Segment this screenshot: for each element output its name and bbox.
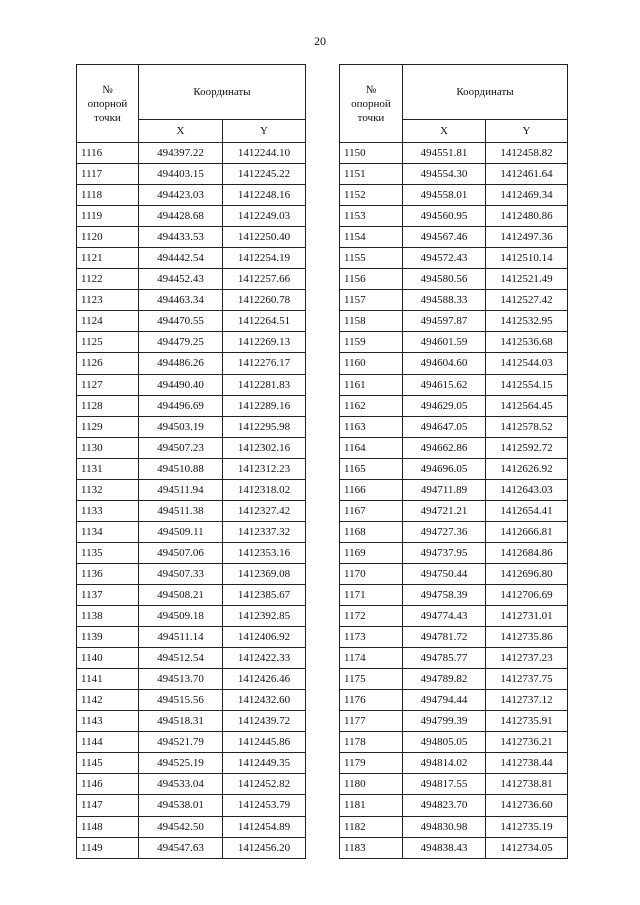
table-row xyxy=(340,669,568,690)
table-row xyxy=(77,458,306,479)
y-coordinate-cell: 1412738.81 xyxy=(486,774,568,795)
table-row xyxy=(340,374,568,395)
point-number-cell: 1174 xyxy=(340,648,403,669)
table-row xyxy=(340,542,568,563)
y-coordinate-cell: 1412510.14 xyxy=(486,248,568,269)
x-coordinate-cell: 494486.26 xyxy=(139,353,223,374)
y-coordinate-cell: 1412353.16 xyxy=(223,542,306,563)
x-coordinate-cell: 494750.44 xyxy=(403,563,486,584)
y-coordinate-cell: 1412422.33 xyxy=(223,648,306,669)
point-number-cell: 1132 xyxy=(77,479,139,500)
x-coordinate-cell: 494774.43 xyxy=(403,606,486,627)
x-coordinate-cell: 494533.04 xyxy=(139,774,223,795)
x-coordinate-cell: 494509.11 xyxy=(139,521,223,542)
table-row xyxy=(77,164,306,185)
x-coordinate-cell: 494572.43 xyxy=(403,248,486,269)
point-header-line: точки xyxy=(357,111,385,124)
point-number-cell: 1138 xyxy=(77,606,139,627)
table-row xyxy=(340,753,568,774)
point-number-cell: 1178 xyxy=(340,732,403,753)
x-coordinate-cell: 494580.56 xyxy=(403,269,486,290)
table-row xyxy=(77,542,306,563)
y-coordinate-cell: 1412254.19 xyxy=(223,248,306,269)
x-coordinate-cell: 494433.53 xyxy=(139,227,223,248)
point-number-cell: 1120 xyxy=(77,227,139,248)
table-row xyxy=(77,353,306,374)
point-number-cell: 1150 xyxy=(340,143,403,164)
x-coordinate-cell: 494542.50 xyxy=(139,816,223,837)
table-row xyxy=(340,248,568,269)
y-coordinate-cell: 1412302.16 xyxy=(223,437,306,458)
x-coordinate-cell: 494696.05 xyxy=(403,458,486,479)
table-row xyxy=(77,311,306,332)
x-coordinate-cell: 494507.06 xyxy=(139,542,223,563)
y-coordinate-cell: 1412257.66 xyxy=(223,269,306,290)
x-coordinate-cell: 494511.94 xyxy=(139,479,223,500)
y-coordinate-cell: 1412735.19 xyxy=(486,816,568,837)
table-row xyxy=(340,227,568,248)
point-header-line: опорной xyxy=(351,97,391,110)
table-row xyxy=(77,248,306,269)
table-row xyxy=(340,395,568,416)
y-coordinate-cell: 1412318.02 xyxy=(223,479,306,500)
point-header-line: № xyxy=(102,83,113,96)
x-coordinate-cell: 494785.77 xyxy=(403,648,486,669)
y-coordinate-cell: 1412453.79 xyxy=(223,795,306,816)
coordinates-header: Координаты xyxy=(403,65,568,120)
x-coordinate-cell: 494515.56 xyxy=(139,690,223,711)
y-coordinate-cell: 1412432.60 xyxy=(223,690,306,711)
x-coordinate-cell: 494789.82 xyxy=(403,669,486,690)
point-number-cell: 1175 xyxy=(340,669,403,690)
table-row xyxy=(340,648,568,669)
table-row xyxy=(77,290,306,311)
x-coordinate-cell: 494496.69 xyxy=(139,395,223,416)
coordinates-header: Координаты xyxy=(139,65,306,120)
point-number-cell: 1124 xyxy=(77,311,139,332)
point-number-cell: 1146 xyxy=(77,774,139,795)
table-row xyxy=(340,269,568,290)
point-number-cell: 1130 xyxy=(77,437,139,458)
point-number-cell: 1135 xyxy=(77,542,139,563)
table-row xyxy=(340,164,568,185)
y-coordinate-cell: 1412527.42 xyxy=(486,290,568,311)
x-coordinate-cell: 494428.68 xyxy=(139,206,223,227)
x-column-header: X xyxy=(403,120,486,143)
y-coordinate-cell: 1412260.78 xyxy=(223,290,306,311)
point-number-header xyxy=(340,65,403,143)
y-coordinate-cell: 1412449.35 xyxy=(223,753,306,774)
y-coordinate-cell: 1412564.45 xyxy=(486,395,568,416)
x-coordinate-cell: 494647.05 xyxy=(403,416,486,437)
table-row xyxy=(340,732,568,753)
y-coordinate-cell: 1412392.85 xyxy=(223,606,306,627)
y-coordinate-cell: 1412666.81 xyxy=(486,521,568,542)
y-coordinate-cell: 1412497.36 xyxy=(486,227,568,248)
table-row xyxy=(77,437,306,458)
point-number-cell: 1176 xyxy=(340,690,403,711)
y-coordinate-cell: 1412544.03 xyxy=(486,353,568,374)
x-coordinate-cell: 494830.98 xyxy=(403,816,486,837)
y-coordinate-cell: 1412736.21 xyxy=(486,732,568,753)
table-row xyxy=(77,521,306,542)
y-coordinate-cell: 1412289.16 xyxy=(223,395,306,416)
table-row xyxy=(340,690,568,711)
point-header-line: опорной xyxy=(87,97,128,110)
x-coordinate-cell: 494781.72 xyxy=(403,627,486,648)
y-coordinate-cell: 1412592.72 xyxy=(486,437,568,458)
point-number-cell: 1154 xyxy=(340,227,403,248)
x-coordinate-cell: 494799.39 xyxy=(403,711,486,732)
point-number-cell: 1155 xyxy=(340,248,403,269)
table-row xyxy=(77,753,306,774)
point-number-cell: 1149 xyxy=(77,837,139,858)
x-coordinate-cell: 494615.62 xyxy=(403,374,486,395)
point-number-cell: 1172 xyxy=(340,606,403,627)
y-coordinate-cell: 1412521.49 xyxy=(486,269,568,290)
y-coordinate-cell: 1412454.89 xyxy=(223,816,306,837)
point-number-cell: 1134 xyxy=(77,521,139,542)
point-number-cell: 1144 xyxy=(77,732,139,753)
x-coordinate-cell: 494805.05 xyxy=(403,732,486,753)
y-coordinate-cell: 1412250.40 xyxy=(223,227,306,248)
table-row xyxy=(340,584,568,605)
table-row xyxy=(77,416,306,437)
point-number-cell: 1163 xyxy=(340,416,403,437)
y-coordinate-cell: 1412327.42 xyxy=(223,500,306,521)
x-coordinate-cell: 494558.01 xyxy=(403,185,486,206)
table-row xyxy=(77,206,306,227)
x-coordinate-cell: 494629.05 xyxy=(403,395,486,416)
point-number-header xyxy=(77,65,139,143)
point-number-cell: 1179 xyxy=(340,753,403,774)
x-coordinate-cell: 494442.54 xyxy=(139,248,223,269)
y-column-header: Y xyxy=(223,120,306,143)
x-coordinate-cell: 494794.44 xyxy=(403,690,486,711)
point-number-cell: 1122 xyxy=(77,269,139,290)
x-coordinate-cell: 494479.25 xyxy=(139,332,223,353)
y-coordinate-cell: 1412461.64 xyxy=(486,164,568,185)
table-row xyxy=(340,479,568,500)
y-coordinate-cell: 1412536.68 xyxy=(486,332,568,353)
table-row xyxy=(340,606,568,627)
point-number-cell: 1127 xyxy=(77,374,139,395)
point-number-cell: 1156 xyxy=(340,269,403,290)
table-row xyxy=(77,563,306,584)
point-number-cell: 1162 xyxy=(340,395,403,416)
x-coordinate-cell: 494721.21 xyxy=(403,500,486,521)
point-number-cell: 1183 xyxy=(340,837,403,858)
y-coordinate-cell: 1412281.83 xyxy=(223,374,306,395)
table-row xyxy=(77,227,306,248)
point-number-cell: 1177 xyxy=(340,711,403,732)
point-number-cell: 1128 xyxy=(77,395,139,416)
point-number-cell: 1137 xyxy=(77,584,139,605)
table-row xyxy=(77,816,306,837)
y-coordinate-cell: 1412480.86 xyxy=(486,206,568,227)
point-number-cell: 1116 xyxy=(77,143,139,164)
point-number-cell: 1151 xyxy=(340,164,403,185)
point-header-line: № xyxy=(365,83,377,96)
point-number-cell: 1182 xyxy=(340,816,403,837)
point-number-cell: 1147 xyxy=(77,795,139,816)
table-row xyxy=(340,837,568,858)
table-row xyxy=(340,437,568,458)
x-coordinate-cell: 494518.31 xyxy=(139,711,223,732)
x-coordinate-cell: 494490.40 xyxy=(139,374,223,395)
point-number-cell: 1152 xyxy=(340,185,403,206)
x-coordinate-cell: 494737.95 xyxy=(403,542,486,563)
x-coordinate-cell: 494538.01 xyxy=(139,795,223,816)
table-row xyxy=(77,500,306,521)
x-coordinate-cell: 494507.23 xyxy=(139,437,223,458)
y-coordinate-cell: 1412532.95 xyxy=(486,311,568,332)
table-row xyxy=(77,669,306,690)
point-number-cell: 1126 xyxy=(77,353,139,374)
point-number-cell: 1168 xyxy=(340,521,403,542)
y-coordinate-cell: 1412248.16 xyxy=(223,185,306,206)
y-coordinate-cell: 1412696.80 xyxy=(486,563,568,584)
point-number-cell: 1121 xyxy=(77,248,139,269)
x-coordinate-cell: 494711.89 xyxy=(403,479,486,500)
table-row xyxy=(340,311,568,332)
table-row xyxy=(77,837,306,858)
y-coordinate-cell: 1412406.92 xyxy=(223,627,306,648)
table-row xyxy=(340,143,568,164)
y-coordinate-cell: 1412249.03 xyxy=(223,206,306,227)
x-coordinate-cell: 494403.15 xyxy=(139,164,223,185)
table-row xyxy=(340,185,568,206)
x-coordinate-cell: 494510.88 xyxy=(139,458,223,479)
table-row xyxy=(77,627,306,648)
table-row xyxy=(340,816,568,837)
point-number-cell: 1131 xyxy=(77,458,139,479)
table-row xyxy=(340,206,568,227)
y-coordinate-cell: 1412738.44 xyxy=(486,753,568,774)
point-number-cell: 1165 xyxy=(340,458,403,479)
x-coordinate-cell: 494512.54 xyxy=(139,648,223,669)
coordinates-table-left xyxy=(76,64,306,859)
x-coordinate-cell: 494507.33 xyxy=(139,563,223,584)
table-row xyxy=(77,648,306,669)
y-coordinate-cell: 1412737.12 xyxy=(486,690,568,711)
x-coordinate-cell: 494521.79 xyxy=(139,732,223,753)
y-coordinate-cell: 1412626.92 xyxy=(486,458,568,479)
point-number-cell: 1148 xyxy=(77,816,139,837)
table-row xyxy=(340,458,568,479)
table-row xyxy=(77,795,306,816)
point-number-cell: 1180 xyxy=(340,774,403,795)
table-row xyxy=(77,606,306,627)
y-coordinate-cell: 1412735.86 xyxy=(486,627,568,648)
point-number-cell: 1158 xyxy=(340,311,403,332)
point-number-cell: 1159 xyxy=(340,332,403,353)
table-row xyxy=(77,185,306,206)
table-row xyxy=(77,395,306,416)
y-coordinate-cell: 1412735.91 xyxy=(486,711,568,732)
x-coordinate-cell: 494511.14 xyxy=(139,627,223,648)
point-number-cell: 1166 xyxy=(340,479,403,500)
y-coordinate-cell: 1412734.05 xyxy=(486,837,568,858)
point-number-cell: 1118 xyxy=(77,185,139,206)
y-coordinate-cell: 1412445.86 xyxy=(223,732,306,753)
y-coordinate-cell: 1412706.69 xyxy=(486,584,568,605)
table-row xyxy=(77,332,306,353)
point-number-cell: 1140 xyxy=(77,648,139,669)
table-row xyxy=(77,374,306,395)
y-coordinate-cell: 1412684.86 xyxy=(486,542,568,563)
y-coordinate-cell: 1412456.20 xyxy=(223,837,306,858)
point-number-cell: 1117 xyxy=(77,164,139,185)
point-number-cell: 1123 xyxy=(77,290,139,311)
x-coordinate-cell: 494560.95 xyxy=(403,206,486,227)
y-coordinate-cell: 1412245.22 xyxy=(223,164,306,185)
point-number-cell: 1161 xyxy=(340,374,403,395)
coordinates-table-right xyxy=(339,64,568,859)
y-coordinate-cell: 1412578.52 xyxy=(486,416,568,437)
y-coordinate-cell: 1412643.03 xyxy=(486,479,568,500)
point-number-cell: 1125 xyxy=(77,332,139,353)
table-row xyxy=(340,774,568,795)
x-coordinate-cell: 494727.36 xyxy=(403,521,486,542)
point-number-cell: 1164 xyxy=(340,437,403,458)
x-coordinate-cell: 494511.38 xyxy=(139,500,223,521)
point-number-cell: 1173 xyxy=(340,627,403,648)
x-coordinate-cell: 494604.60 xyxy=(403,353,486,374)
point-number-cell: 1170 xyxy=(340,563,403,584)
x-coordinate-cell: 494525.19 xyxy=(139,753,223,774)
table-row xyxy=(77,143,306,164)
x-coordinate-cell: 494508.21 xyxy=(139,584,223,605)
x-coordinate-cell: 494463.34 xyxy=(139,290,223,311)
table-row xyxy=(340,563,568,584)
y-coordinate-cell: 1412458.82 xyxy=(486,143,568,164)
point-number-cell: 1169 xyxy=(340,542,403,563)
table-row xyxy=(340,627,568,648)
x-coordinate-cell: 494551.81 xyxy=(403,143,486,164)
table-row xyxy=(340,290,568,311)
point-number-cell: 1145 xyxy=(77,753,139,774)
y-coordinate-cell: 1412731.01 xyxy=(486,606,568,627)
x-coordinate-cell: 494470.55 xyxy=(139,311,223,332)
x-coordinate-cell: 494554.30 xyxy=(403,164,486,185)
y-coordinate-cell: 1412369.08 xyxy=(223,563,306,584)
point-number-cell: 1141 xyxy=(77,669,139,690)
table-row xyxy=(77,690,306,711)
y-coordinate-cell: 1412295.98 xyxy=(223,416,306,437)
y-coordinate-cell: 1412439.72 xyxy=(223,711,306,732)
x-coordinate-cell: 494509.18 xyxy=(139,606,223,627)
point-number-cell: 1136 xyxy=(77,563,139,584)
x-coordinate-cell: 494838.43 xyxy=(403,837,486,858)
table-row xyxy=(77,269,306,290)
x-coordinate-cell: 494513.70 xyxy=(139,669,223,690)
y-coordinate-cell: 1412269.13 xyxy=(223,332,306,353)
x-coordinate-cell: 494397.22 xyxy=(139,143,223,164)
point-number-cell: 1157 xyxy=(340,290,403,311)
point-number-cell: 1181 xyxy=(340,795,403,816)
x-coordinate-cell: 494814.02 xyxy=(403,753,486,774)
y-coordinate-cell: 1412554.15 xyxy=(486,374,568,395)
table-row xyxy=(77,711,306,732)
table-row xyxy=(340,521,568,542)
x-coordinate-cell: 494452.43 xyxy=(139,269,223,290)
x-column-header: X xyxy=(139,120,223,143)
x-coordinate-cell: 494567.46 xyxy=(403,227,486,248)
page-number: 20 xyxy=(314,34,326,48)
x-coordinate-cell: 494547.63 xyxy=(139,837,223,858)
y-coordinate-cell: 1412654.41 xyxy=(486,500,568,521)
y-coordinate-cell: 1412469.34 xyxy=(486,185,568,206)
point-number-cell: 1129 xyxy=(77,416,139,437)
x-coordinate-cell: 494597.87 xyxy=(403,311,486,332)
y-column-header: Y xyxy=(486,120,568,143)
x-coordinate-cell: 494823.70 xyxy=(403,795,486,816)
point-number-cell: 1133 xyxy=(77,500,139,521)
table-row xyxy=(77,774,306,795)
table-row xyxy=(340,353,568,374)
point-number-cell: 1139 xyxy=(77,627,139,648)
x-coordinate-cell: 494758.39 xyxy=(403,584,486,605)
table-row xyxy=(340,500,568,521)
table-row xyxy=(340,795,568,816)
table-row xyxy=(340,711,568,732)
y-coordinate-cell: 1412426.46 xyxy=(223,669,306,690)
y-coordinate-cell: 1412264.51 xyxy=(223,311,306,332)
y-coordinate-cell: 1412312.23 xyxy=(223,458,306,479)
table-row xyxy=(340,332,568,353)
point-number-cell: 1143 xyxy=(77,711,139,732)
y-coordinate-cell: 1412452.82 xyxy=(223,774,306,795)
x-coordinate-cell: 494601.59 xyxy=(403,332,486,353)
y-coordinate-cell: 1412276.17 xyxy=(223,353,306,374)
point-number-cell: 1153 xyxy=(340,206,403,227)
x-coordinate-cell: 494503.19 xyxy=(139,416,223,437)
point-number-cell: 1142 xyxy=(77,690,139,711)
table-row xyxy=(77,479,306,500)
y-coordinate-cell: 1412737.23 xyxy=(486,648,568,669)
x-coordinate-cell: 494662.86 xyxy=(403,437,486,458)
y-coordinate-cell: 1412337.32 xyxy=(223,521,306,542)
point-header-line: точки xyxy=(94,111,121,124)
x-coordinate-cell: 494588.33 xyxy=(403,290,486,311)
x-coordinate-cell: 494423.03 xyxy=(139,185,223,206)
point-number-cell: 1119 xyxy=(77,206,139,227)
y-coordinate-cell: 1412385.67 xyxy=(223,584,306,605)
point-number-cell: 1171 xyxy=(340,584,403,605)
table-row xyxy=(77,732,306,753)
table-row xyxy=(77,584,306,605)
table-row xyxy=(340,416,568,437)
y-coordinate-cell: 1412244.10 xyxy=(223,143,306,164)
y-coordinate-cell: 1412737.75 xyxy=(486,669,568,690)
point-number-cell: 1160 xyxy=(340,353,403,374)
y-coordinate-cell: 1412736.60 xyxy=(486,795,568,816)
point-number-cell: 1167 xyxy=(340,500,403,521)
x-coordinate-cell: 494817.55 xyxy=(403,774,486,795)
